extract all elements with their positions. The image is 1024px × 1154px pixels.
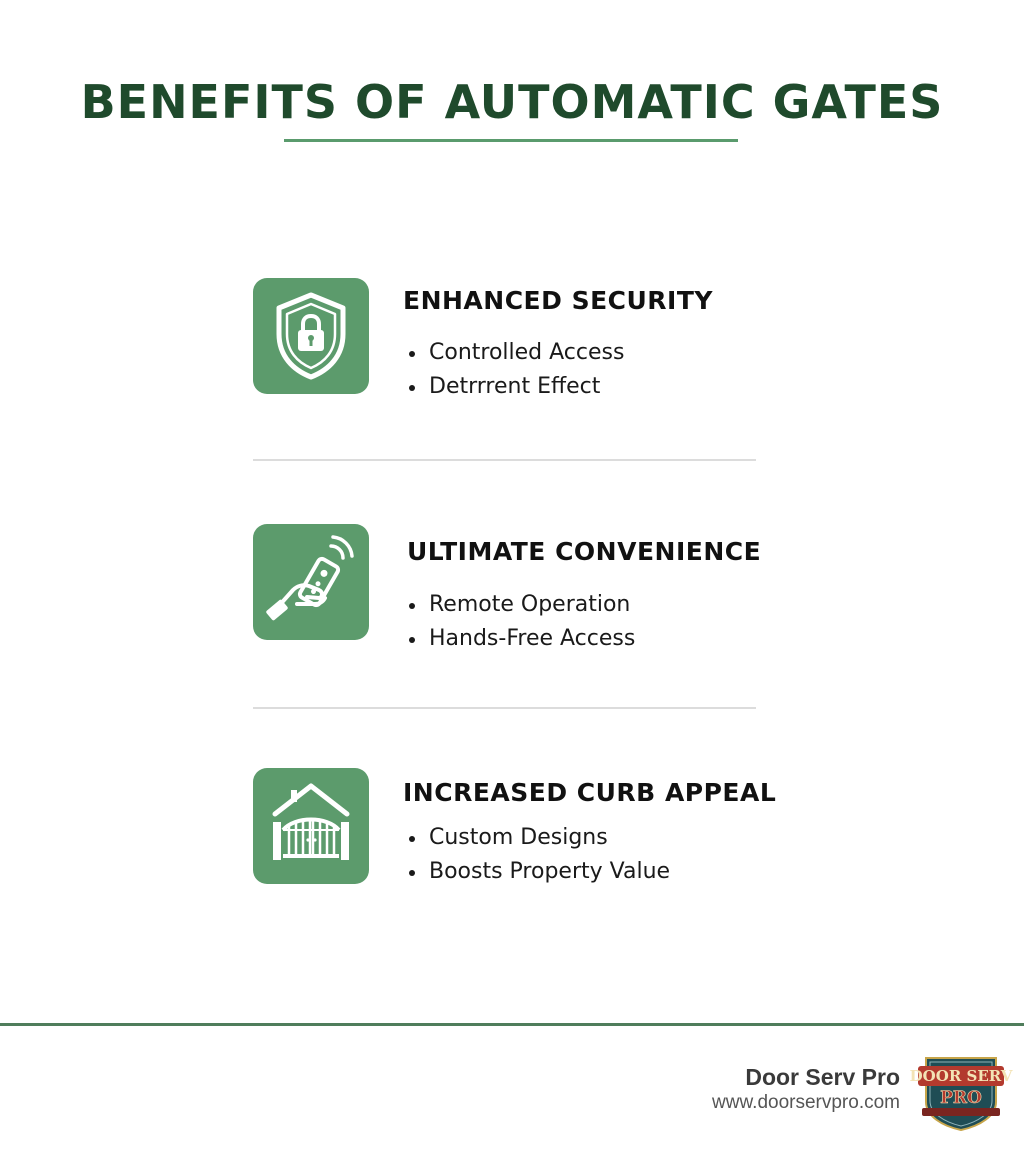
- benefit-title: ENHANCED SECURITY: [403, 286, 714, 315]
- title-underline: [284, 139, 738, 142]
- brand-logo: [909, 1048, 1013, 1132]
- benefit-title: ULTIMATE CONVENIENCE: [407, 537, 762, 566]
- brand-name: Door Serv Pro: [745, 1064, 900, 1090]
- page-title: BENEFITS OF AUTOMATIC GATES: [80, 75, 944, 129]
- footer-brand: [712, 1063, 900, 1115]
- list-item: Controlled Access: [407, 336, 624, 370]
- list-item: Remote Operation: [407, 588, 635, 622]
- list-item: Detrrrent Effect: [407, 370, 624, 404]
- svg-text:PRO: PRO: [940, 1088, 982, 1108]
- house-gate-icon: [253, 768, 369, 884]
- benefit-curb-appeal: [253, 768, 777, 884]
- divider: [253, 459, 756, 461]
- hand-remote-icon: [253, 524, 369, 640]
- list-item: Hands-Free Access: [407, 622, 635, 656]
- benefit-list: [407, 588, 635, 656]
- brand-url[interactable]: www.doorservpro.com: [712, 1092, 900, 1113]
- benefit-list: [407, 336, 624, 404]
- list-item: Custom Designs: [407, 821, 670, 855]
- footer-divider: [0, 1023, 1024, 1026]
- benefit-title: INCREASED CURB APPEAL: [403, 778, 777, 807]
- benefit-security: [253, 278, 773, 399]
- benefit-list: [407, 821, 670, 889]
- divider: [253, 707, 756, 709]
- benefit-convenience: [253, 524, 773, 651]
- shield-lock-icon: [253, 278, 369, 394]
- svg-text:DOOR SERV: DOOR SERV: [909, 1067, 1013, 1085]
- list-item: Boosts Property Value: [407, 855, 670, 889]
